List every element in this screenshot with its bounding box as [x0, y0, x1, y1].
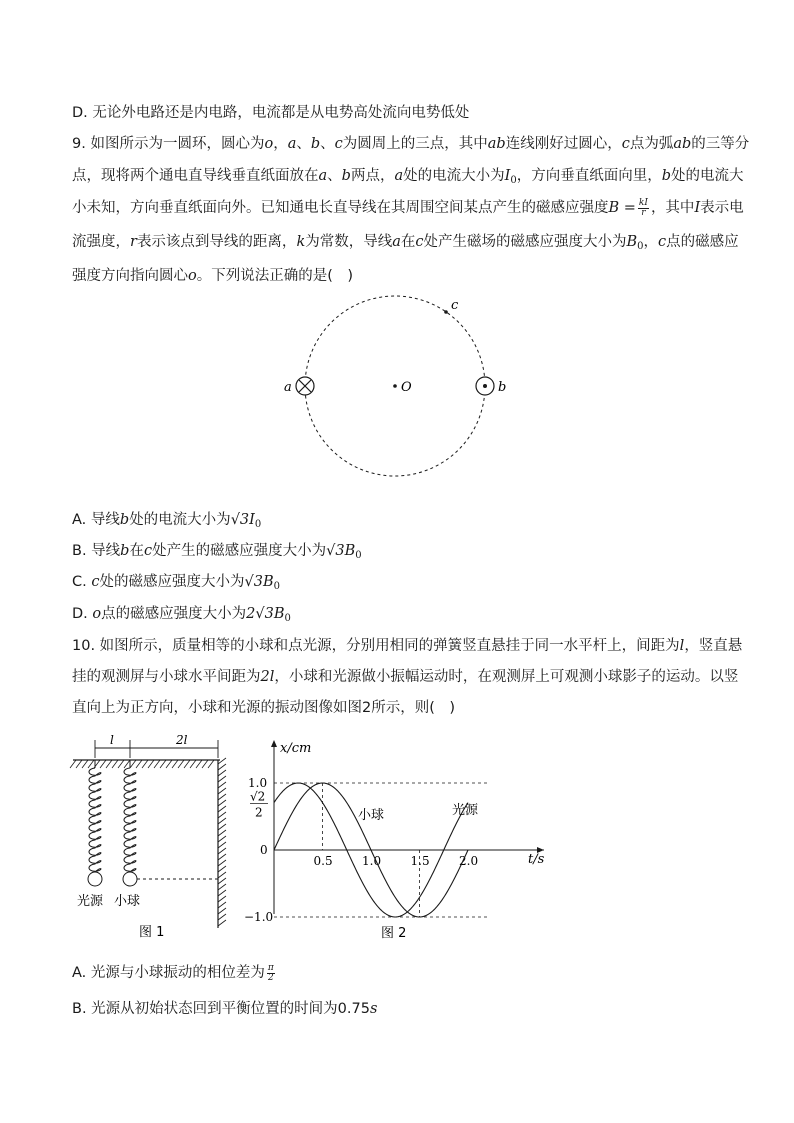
y-tick-minus-1: −1.0 — [244, 910, 274, 924]
svg-text:√2: √2 — [250, 789, 266, 804]
q8-option-d: D. 无论外电路还是内电路，电流都是从电势高处流向电势低处 — [72, 105, 470, 121]
light-source-icon — [88, 872, 102, 886]
q10-option-a: A. 光源与小球振动的相位差为 $\frac{\pi}{2}$ — [72, 962, 274, 983]
x-tick-0.5: 0.5 — [313, 854, 333, 868]
label-o: O — [401, 380, 412, 395]
q10-option-b: B. 光源从初始状态回到平衡位置的时间为0.75s — [72, 1001, 378, 1017]
q9-option-a: A. 导线b处的电流大小为$√3I_0$ — [72, 512, 262, 530]
wire-b-out-of-page-icon — [476, 377, 494, 395]
x-tick-1.5: 1.5 — [410, 854, 430, 868]
q10-stem-line1: 10. 如图所示，质量相等的小球和点光源，分别用相同的弹簧竖直悬挂于同一水平杆上，间距为l，竖直悬 — [72, 638, 743, 654]
point-c-dot — [444, 310, 448, 314]
q10-stem-line2: 挂的观测屏与小球水平间距为2l，小球和光源做小振幅运动时，在观测屏上可观测小球影子的运动。以竖 — [72, 669, 739, 685]
horizontal-rod — [70, 760, 220, 768]
ball-icon — [123, 872, 137, 886]
q9-stem-line3: 小未知，方向垂直纸面向外。已知通电长直导线在其周围空间某点产生的磁感应强度B = $\frac{kI}{r}$ ，其中I表示电 — [72, 197, 744, 218]
light-source-label: 光源 — [77, 894, 104, 909]
figure-2-caption: 图 2 — [381, 926, 407, 941]
y-tick-sqrt2-over-2 — [250, 790, 268, 820]
q9-stem-line2: 点，现将两个通电直导线垂直纸面放在a、b两点，a处的电流大小为$I_0$，方向垂直纸面向里，b处的电流大 — [72, 168, 744, 186]
dim-2l-label: 2l — [176, 733, 188, 747]
q9-option-c: C. c处的磁感应强度大小为$√3B_0$ — [72, 574, 280, 592]
ball-label: 小球 — [114, 894, 141, 909]
wire-a-into-page-icon — [296, 377, 314, 395]
label-a: a — [284, 380, 292, 395]
svg-text:2: 2 — [255, 805, 263, 820]
q10-figure-2-chart — [244, 732, 564, 947]
y-tick-0: 0 — [260, 843, 268, 857]
q9-circle-figure — [270, 292, 520, 482]
x-tick-1.0: 1.0 — [362, 854, 382, 868]
q9-option-d: D. o点的磁感应强度大小为$2√3B_0$ — [72, 606, 291, 624]
q10-figure-1 — [68, 728, 238, 948]
spring-light-source — [89, 760, 101, 872]
q9-stem-line1: 9. 如图所示为一圆环，圆心为o，a、b、c为圆周上的三点，其中ab连线刚好过圆心，c点为弧ab的三等分 — [72, 136, 750, 152]
q9-stem-line5: 强度方向指向圆心o。下列说法正确的是( ) — [72, 268, 354, 284]
curve-label-ball: 小球 — [358, 808, 385, 823]
x-tick-2.0: 2.0 — [459, 854, 479, 868]
center-o-dot — [393, 384, 397, 388]
observation-screen — [218, 758, 226, 928]
x-axis-label: t/s — [528, 852, 545, 867]
q9-option-b: B. 导线b在c处产生的磁感应强度大小为$√3B_0$ — [72, 543, 362, 561]
label-c: c — [451, 298, 459, 313]
q10-stem-line3: 直向上为正方向，小球和光源的振动图像如图2所示，则( ) — [72, 700, 456, 716]
y-tick-1: 1.0 — [248, 776, 268, 790]
dim-l-label: l — [110, 733, 114, 747]
figure-1-caption: 图 1 — [139, 925, 165, 940]
q9-stem-line4: 流强度，r表示该点到导线的距离，k为常数，导线a在c处产生磁场的磁感应强度大小为$B_0$，c点的磁感应 — [72, 234, 739, 252]
spring-ball — [124, 760, 136, 872]
label-b: b — [498, 380, 507, 395]
y-axis-label: x/cm — [280, 741, 312, 756]
curve-label-light: 光源 — [452, 803, 479, 818]
